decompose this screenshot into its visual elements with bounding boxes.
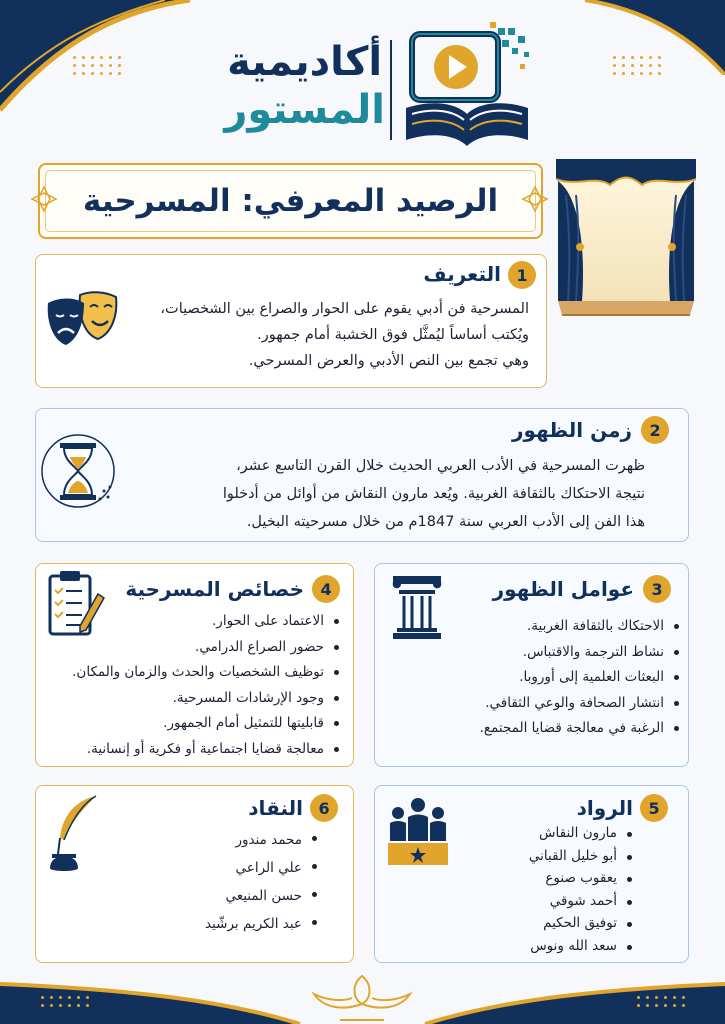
definition-line: وهي تجمع بين النص الأدبي والعرض المسرحي. [248,353,529,369]
quill-inkwell-icon [46,794,102,874]
emergence-factors-list [480,614,682,742]
section-number-1: 1 [508,261,536,289]
pioneers-title: الرواد [576,796,633,820]
section-number-2: 2 [641,416,669,444]
list-item: عبد الكريم برشّيد [205,910,320,938]
list-item: انتشار الصحافة والوعي الثقافي. [480,691,682,717]
list-item: الرغبة في معالجة قضايا المجتمع. [480,716,682,742]
emergence-time-line: ظهرت المسرحية في الأدب العربي الحديث خلال القرن التاسع عشر، [236,458,645,474]
list-item: وجود الإرشادات المسرحية. [72,686,342,712]
list-item: أحمد شوقي [529,890,635,913]
emergence-time-text [223,452,645,536]
list-item: قابليتها للتمثيل أمام الجمهور. [72,711,342,737]
page-title: الرصيد المعرفي: المسرحية [82,183,499,219]
critics-title: النقاد [248,796,303,820]
bottom-decoration [0,964,725,1024]
list-item: توفيق الحكيم [529,912,635,935]
section-number-6: 6 [310,794,338,822]
emergence-factors-title: عوامل الظهور [492,577,634,601]
list-item: سعد الله ونوس [529,935,635,958]
list-item: توظيف الشخصيات والحدث والزمان والمكان. [72,660,342,686]
definition-line: ويُكتب أساساً ليُمثَّل فوق الخشبة أمام جمهور. [257,327,529,343]
emergence-time-line: هذا الفن إلى الأدب العربي سنة 1847م من خلال مسرحيته البخيل. [246,514,645,530]
list-item: يعقوب صنوع [529,867,635,890]
pioneers-list [529,822,635,957]
brand-divider [390,40,392,140]
page-title-frame [38,163,543,239]
list-item: مارون النقاش [529,822,635,845]
theater-masks-icon [44,285,124,347]
section-number-4: 4 [312,575,340,603]
list-item: البعثات العلمية إلى أوروبا. [480,665,682,691]
list-item: الاحتكاك بالثقافة الغربية. [480,614,682,640]
section-number-5: 5 [640,794,668,822]
hourglass-icon [40,425,120,513]
section-number-3: 3 [643,575,671,603]
definition-title: التعريف [423,262,501,286]
list-item: معالجة قضايا اجتماعية أو فكرية أو إنسانية. [72,737,342,763]
critics-list [205,826,320,938]
list-item: نشاط الترجمة والاقتباس. [480,640,682,666]
emergence-time-title: زمن الظهور [512,418,632,442]
features-list [72,609,342,762]
book-play-icon [400,22,535,150]
dots-decoration-bottom-right [636,996,685,1007]
list-item: حضور الصراع الدرامي. [72,635,342,661]
ornament-right-icon [521,185,549,213]
ornament-left-icon [30,185,58,213]
dots-decoration-top-left [72,56,121,75]
list-item: حسن المنيعي [205,882,320,910]
dots-decoration-bottom-left [40,996,89,1007]
theater-stage-icon [556,155,696,320]
brand-line-1: أكاديمية [227,39,383,85]
definition-line: المسرحية فن أدبي يقوم على الحوار والصراع بين الشخصيات، [160,301,529,317]
greek-column-icon [389,572,445,640]
list-item: أبو خليل القباني [529,845,635,868]
list-item: محمد مندور [205,826,320,854]
list-item: علي الراعي [205,854,320,882]
features-title: خصائص المسرحية [125,577,304,601]
definition-text [160,296,529,374]
brand-name [224,38,385,134]
list-item: الاعتماد على الحوار. [72,609,342,635]
emergence-time-line: نتيجة الاحتكاك بالثقافة الغربية. ويُعد مارون النقاش من أوائل من أدخلوا [222,486,645,502]
podium-people-icon [386,795,450,867]
brand-line-2: المستور [224,87,385,133]
dots-decoration-top-right [612,56,661,75]
